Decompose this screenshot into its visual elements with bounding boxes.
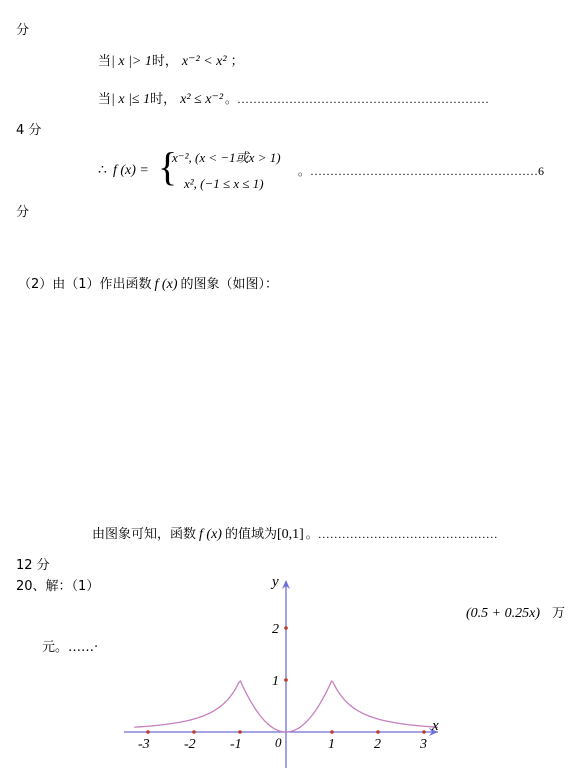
x-tick-mark [238, 730, 242, 734]
wan-text: 万 [552, 606, 566, 621]
x-tick-label: 2 [374, 737, 381, 752]
range-value: [0,1] [276, 527, 304, 542]
part2-line [18, 276, 278, 292]
l2-dots: 。……………………………………………………… [225, 92, 490, 106]
y-tick-label: 2 [272, 622, 279, 637]
y-tick-mark [284, 626, 288, 630]
range-text-b: 的值域为 [224, 527, 277, 542]
l2-cond: | x |≤ 1 [111, 92, 151, 107]
range-f: f (x) [199, 527, 222, 542]
y-tick-label: 1 [272, 674, 279, 689]
x-tick-mark [146, 730, 150, 734]
x-tick-label: 1 [328, 737, 335, 752]
score-12: 12 分 [16, 558, 50, 573]
x-tick-mark [192, 730, 196, 734]
function-graph [110, 570, 450, 768]
x-tick-mark [330, 730, 334, 734]
l1-expr: x⁻² < x² [181, 54, 227, 69]
l1-cond: | x |> 1 [111, 54, 152, 69]
case-2: x², (−1 ≤ x ≤ 1) [184, 176, 264, 191]
origin-label: 0 [275, 735, 282, 750]
yuan-text: 元。……· [42, 640, 99, 655]
l1-mid: 时， [151, 54, 178, 69]
part2-text-b: 的图象（如图）： [180, 277, 278, 292]
y-axis-label: y [272, 574, 279, 590]
case-dots: 。…………………………………………………6 [298, 164, 545, 178]
l1-end: ； [230, 54, 244, 69]
y-tick-mark [284, 678, 288, 682]
range-dots: 。……………………………………… [305, 527, 498, 541]
l2-expr: x² ≤ x⁻² [180, 92, 224, 107]
l1-prefix: 当 [98, 54, 112, 69]
x-tick-mark [422, 730, 426, 734]
part2-text-a: （2）由（1）作出函数 [18, 277, 152, 292]
therefore-symbol: ∴ [98, 163, 107, 178]
x-axis-label: x [432, 718, 439, 734]
part2-f: f (x) [154, 277, 178, 292]
f-definition: f (x) = [113, 163, 149, 178]
range-text-a: 由图象可知，函数 [92, 527, 197, 542]
x-tick-mark [376, 730, 380, 734]
x-tick-label: 3 [420, 737, 427, 752]
x-tick-label: -3 [138, 737, 150, 752]
score-4: 4 分 [16, 123, 42, 138]
l2-mid: 时， [150, 92, 177, 107]
q20-heading: 20、解：（1） [16, 579, 100, 594]
x-tick-label: -1 [230, 737, 242, 752]
condition-line-1 [98, 53, 244, 69]
score-fen-2: 分 [16, 205, 30, 220]
piecewise-brace: { [158, 144, 178, 189]
score-fen-1: 分 [16, 23, 30, 38]
condition-line-2 [98, 91, 489, 107]
expr-0525: (0.5 + 0.25x) [466, 606, 540, 621]
graph-labels [138, 574, 439, 752]
x-tick-label: -2 [184, 737, 196, 752]
case-1: x⁻², (x < −1或x > 1) [172, 150, 281, 165]
l2-prefix: 当 [98, 92, 112, 107]
range-line [92, 526, 498, 542]
